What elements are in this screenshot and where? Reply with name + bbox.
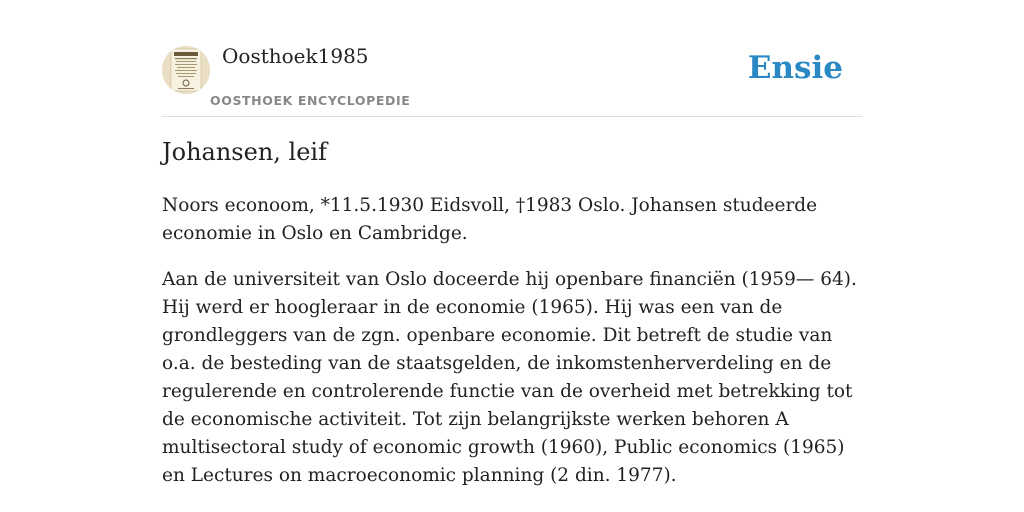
avatar[interactable]	[162, 46, 210, 94]
source-label[interactable]: OOSTHOEK ENCYCLOPEDIE	[210, 93, 411, 108]
brand-logo[interactable]: Ensie	[747, 50, 843, 86]
article-body	[162, 192, 862, 508]
article-title: Johansen, leif	[162, 138, 327, 166]
article-paragraph: Noors econoom, *11.5.1930 Eidsvoll, †1983 Oslo. Johansen studeerde economie in Oslo en Cambridge.	[162, 195, 818, 244]
username-link[interactable]: Oosthoek1985	[222, 44, 369, 68]
encyclopedia-title-page-icon	[162, 46, 210, 94]
article-paragraph: Aan de universiteit van Oslo doceerde hij openbare financiën (1959— 64). Hij werd er hoogleraar in de economie (1965). Hij was een van de grondleggers van de zgn. openbare economie. Dit betreft de studie van o.a. de besteding van de staatsgelden, de inkomstenherverdeling en de regulerende en controlerende functie van de overheid met betrekking tot de economische activiteit. Tot zijn belangrijkste werken behoren A multisectoral study of economic growth (1960), Public economics (1965) en Lectures on macroeconomic planning (2 din. 1977).	[162, 269, 857, 486]
article-card	[162, 0, 862, 512]
article-header	[162, 0, 862, 117]
